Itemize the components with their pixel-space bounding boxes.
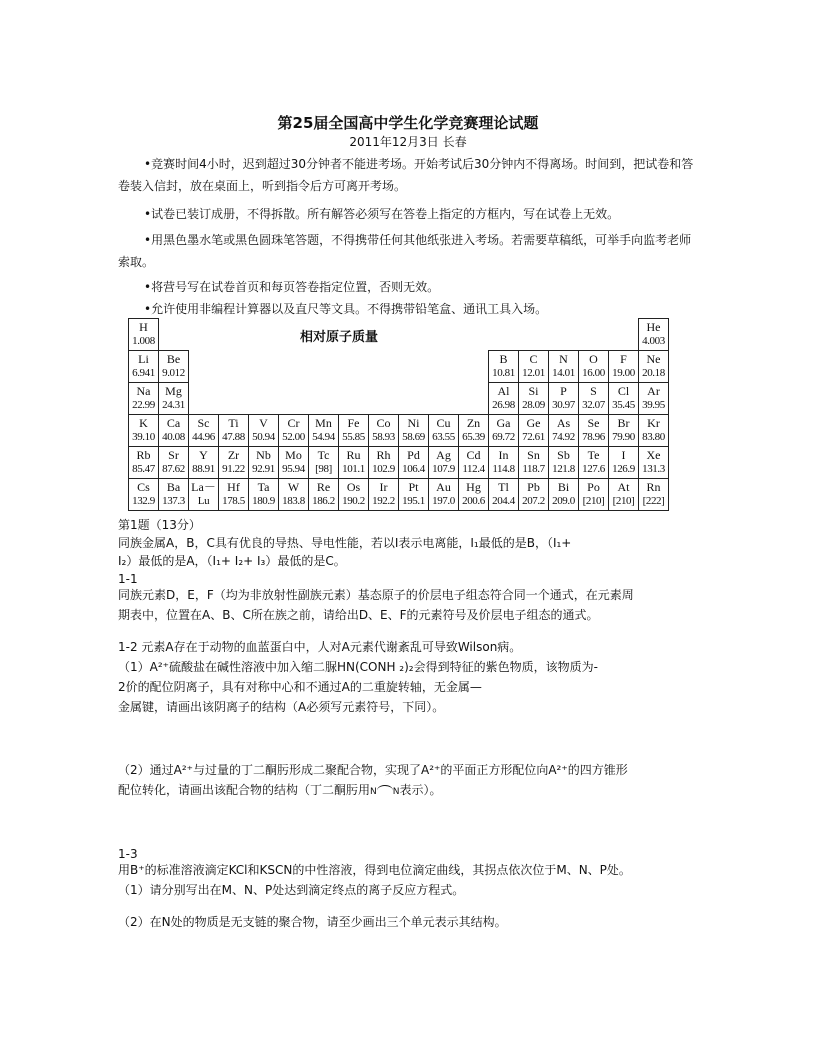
element-mass: 126.9 — [612, 463, 635, 475]
element-cell — [369, 447, 399, 479]
element-cell — [249, 447, 279, 479]
question-1-3-part-2: （2）在N处的物质是无支链的聚合物，请至少画出三个单元表示其结构。 — [118, 915, 507, 929]
element-cell — [339, 479, 369, 511]
element-mass: 200.6 — [462, 495, 485, 507]
element-mass: 50.94 — [252, 431, 275, 443]
element-symbol: Zr — [227, 448, 240, 462]
element-cell — [189, 447, 219, 479]
question-1-1-label: 1-1 — [118, 572, 138, 586]
element-mass: 112.4 — [462, 463, 485, 475]
element-mass: [210] — [582, 495, 605, 507]
element-cell — [489, 415, 519, 447]
element-mass: 58.93 — [372, 431, 395, 443]
element-mass: [210] — [612, 495, 635, 507]
empty-cell — [219, 383, 249, 415]
rule-1: •竞赛时间4小时，迟到超过30分钟者不能进考场。开始考试后30分钟内不得离场。时间到，把试卷和答卷装入信封，放在桌面上，听到指令后方可离开考场。 — [118, 157, 694, 193]
empty-cell — [279, 383, 309, 415]
element-symbol: Ti — [228, 416, 239, 430]
element-symbol: Te — [587, 448, 600, 462]
empty-cell — [549, 319, 579, 351]
element-mass: 40.08 — [162, 431, 185, 443]
question-1-2-part-2-line-2: 配位转化，请画出该配合物的结构（丁二酮肟用N N表示）。 — [118, 783, 442, 797]
element-symbol: Sn — [527, 448, 540, 462]
element-cell — [549, 479, 579, 511]
element-cell — [609, 447, 639, 479]
question-1-intro-line-2: I₂）最低的是A，（I₁+ I₂+ I₃）最低的是C。 — [118, 554, 346, 568]
element-mass: 55.85 — [342, 431, 365, 443]
element-mass: 137.3 — [162, 495, 185, 507]
empty-cell — [249, 319, 279, 351]
element-symbol: Na — [136, 384, 151, 398]
element-mass: 183.8 — [282, 495, 305, 507]
element-cell — [369, 415, 399, 447]
element-cell — [189, 479, 219, 511]
element-mass: 39.10 — [132, 431, 155, 443]
periodic-table-row — [129, 351, 669, 383]
element-symbol: Tc — [317, 448, 330, 462]
element-mass: 209.0 — [552, 495, 575, 507]
element-symbol: B — [499, 352, 508, 366]
element-cell — [339, 415, 369, 447]
element-mass: 69.72 — [492, 431, 515, 443]
element-cell — [549, 415, 579, 447]
element-symbol: C — [529, 352, 538, 366]
element-mass: 85.47 — [132, 463, 155, 475]
element-symbol: Mn — [315, 416, 332, 430]
element-symbol: Ca — [166, 416, 181, 430]
element-cell — [399, 415, 429, 447]
element-mass: 132.9 — [132, 495, 155, 507]
element-mass: 207.2 — [522, 495, 545, 507]
element-mass: 197.0 — [432, 495, 455, 507]
element-mass: 72.61 — [522, 431, 545, 443]
element-mass: 6.941 — [132, 367, 155, 379]
empty-cell — [339, 383, 369, 415]
empty-cell — [579, 319, 609, 351]
empty-cell — [429, 383, 459, 415]
element-mass: 178.5 — [222, 495, 245, 507]
element-symbol: Ni — [407, 416, 420, 430]
element-mass: 190.2 — [342, 495, 365, 507]
element-cell — [159, 479, 189, 511]
element-cell — [279, 479, 309, 511]
element-cell — [579, 383, 609, 415]
element-cell — [399, 447, 429, 479]
element-mass: 4.003 — [642, 335, 665, 347]
element-mass: 58.69 — [402, 431, 425, 443]
element-symbol: Xe — [646, 448, 661, 462]
element-symbol: As — [556, 416, 571, 430]
empty-cell — [309, 351, 339, 383]
element-cell — [309, 447, 339, 479]
element-mass: 204.4 — [492, 495, 515, 507]
element-mass: 12.01 — [522, 367, 545, 379]
element-symbol: Re — [316, 480, 331, 494]
element-cell — [429, 415, 459, 447]
element-cell — [129, 319, 159, 351]
element-symbol: N — [559, 352, 568, 366]
element-mass: 39.95 — [642, 399, 665, 411]
element-mass: 95.94 — [282, 463, 305, 475]
element-symbol: Hg — [466, 480, 481, 494]
element-mass: 74.92 — [552, 431, 575, 443]
empty-cell — [609, 319, 639, 351]
element-symbol: Fe — [347, 416, 360, 430]
question-1-2-part-1-line-3: 金属键，请画出该阴离子的结构（A必须写元素符号，下同）。 — [118, 700, 445, 714]
element-symbol: Ir — [379, 480, 388, 494]
element-symbol: Si — [528, 384, 539, 398]
element-symbol: W — [287, 480, 300, 494]
empty-cell — [459, 351, 489, 383]
element-symbol: Ba — [166, 480, 181, 494]
empty-cell — [219, 351, 249, 383]
periodic-table — [128, 318, 669, 511]
element-cell — [549, 351, 579, 383]
empty-cell — [249, 383, 279, 415]
element-cell — [249, 479, 279, 511]
question-1-2-part-1-line-1: （1）A²⁺硫酸盐在碱性溶液中加入缩二脲HN(CONH ₂)₂会得到特征的紫色物质，该物质为- — [118, 660, 598, 674]
periodic-table-row — [129, 479, 669, 511]
question-1-1-line-1: 同族元素D，E，F（均为非放射性副族元素）基态原子的价层电子组态符合同一个通式，在元素周 — [118, 588, 634, 602]
element-symbol: H — [139, 320, 148, 334]
element-symbol: P — [560, 384, 567, 398]
element-mass: 32.07 — [582, 399, 605, 411]
empty-cell — [309, 383, 339, 415]
question-1-3-part-1: （1）请分别写出在M、N、P处达到滴定终点的离子反应方程式。 — [118, 883, 465, 897]
element-symbol: La－ — [191, 480, 216, 494]
element-mass: 107.9 — [432, 463, 455, 475]
element-cell — [279, 447, 309, 479]
element-symbol: Pd — [407, 448, 420, 462]
element-symbol: Po — [587, 480, 600, 494]
element-cell — [129, 351, 159, 383]
element-symbol: Cl — [617, 384, 630, 398]
element-cell — [519, 415, 549, 447]
element-symbol: K — [139, 416, 148, 430]
element-symbol: V — [259, 416, 268, 430]
element-cell — [309, 479, 339, 511]
empty-cell — [519, 319, 549, 351]
element-mass: 28.09 — [522, 399, 545, 411]
empty-cell — [159, 319, 189, 351]
element-symbol: Pb — [527, 480, 540, 494]
element-symbol: Bi — [557, 480, 570, 494]
element-symbol: Ta — [257, 480, 270, 494]
element-symbol: Mo — [285, 448, 302, 462]
empty-cell — [459, 383, 489, 415]
element-symbol: Rn — [646, 480, 661, 494]
element-cell — [489, 479, 519, 511]
empty-cell — [189, 319, 219, 351]
element-cell — [129, 415, 159, 447]
element-cell — [639, 447, 669, 479]
element-cell — [579, 447, 609, 479]
rule-4: •将营号写在试卷首页和每页答卷指定位置，否则无效。 — [144, 280, 440, 294]
element-mass: 20.18 — [642, 367, 665, 379]
element-symbol: Nb — [256, 448, 271, 462]
element-symbol: Co — [376, 416, 391, 430]
element-symbol: Mg — [165, 384, 182, 398]
element-cell — [549, 447, 579, 479]
element-mass: 92.91 — [252, 463, 275, 475]
element-mass: 35.45 — [612, 399, 635, 411]
element-cell — [129, 383, 159, 415]
empty-cell — [189, 383, 219, 415]
element-mass: 65.39 — [462, 431, 485, 443]
periodic-table-row — [129, 383, 669, 415]
element-mass: 83.80 — [642, 431, 665, 443]
element-symbol: S — [590, 384, 597, 398]
element-mass: 118.7 — [522, 463, 545, 475]
empty-cell — [399, 383, 429, 415]
question-1-2-part-1-line-2: 2价的配位阴离子，具有对称中心和不通过A的二重旋转轴，无金属— — [118, 680, 482, 694]
element-cell — [579, 479, 609, 511]
empty-cell — [369, 383, 399, 415]
empty-cell — [489, 319, 519, 351]
element-cell — [609, 415, 639, 447]
element-mass: 54.94 — [312, 431, 335, 443]
element-symbol: Kr — [647, 416, 660, 430]
empty-cell — [429, 351, 459, 383]
element-cell — [519, 351, 549, 383]
element-cell — [639, 351, 669, 383]
question-1-2-part-2-line-1: （2）通过A²⁺与过量的丁二酮肟形成二聚配合物，实现了A²⁺的平面正方形配位向A²⁺的四方锥形 — [118, 763, 628, 777]
periodic-table-row — [129, 415, 669, 447]
element-symbol: Li — [138, 352, 149, 366]
element-symbol: Sr — [168, 448, 179, 462]
empty-cell — [369, 351, 399, 383]
element-mass: 19.00 — [612, 367, 635, 379]
element-cell — [459, 447, 489, 479]
element-mass: 24.31 — [162, 399, 185, 411]
element-cell — [429, 447, 459, 479]
exam-date: 2011年12月3日 长春 — [349, 135, 467, 149]
element-cell — [549, 383, 579, 415]
element-symbol: Ne — [646, 352, 661, 366]
element-mass: 87.62 — [162, 463, 185, 475]
element-mass: Lu — [197, 495, 210, 507]
periodic-table-title: 相对原子质量 — [300, 330, 379, 345]
element-cell — [519, 447, 549, 479]
empty-cell — [459, 319, 489, 351]
element-symbol: O — [589, 352, 598, 366]
element-mass: 78.96 — [582, 431, 605, 443]
element-mass: 30.97 — [552, 399, 575, 411]
element-symbol: F — [620, 352, 627, 366]
element-mass: 114.8 — [492, 463, 515, 475]
element-cell — [579, 415, 609, 447]
element-cell — [159, 351, 189, 383]
element-cell — [369, 479, 399, 511]
element-symbol: Ga — [496, 416, 511, 430]
element-cell — [639, 415, 669, 447]
element-mass: 180.9 — [252, 495, 275, 507]
question-1-intro-line-1: 同族金属A，B，C具有优良的导热、导电性能，若以I表示电离能，I₁最低的是B，（I₁+ — [118, 536, 572, 550]
element-cell — [309, 415, 339, 447]
rule-3: •用黑色墨水笔或黑色圆珠笔答题，不得携带任何其他纸张进入考场。若需要草稿纸，可举手向监考老师索取。 — [118, 233, 692, 269]
element-symbol: Rb — [136, 448, 151, 462]
empty-cell — [279, 351, 309, 383]
element-cell — [339, 447, 369, 479]
element-symbol: In — [498, 448, 509, 462]
element-cell — [279, 415, 309, 447]
element-symbol: Y — [199, 448, 208, 462]
periodic-table-row — [129, 319, 669, 351]
element-mass: [222] — [642, 495, 665, 507]
element-cell — [639, 383, 669, 415]
element-mass: 121.8 — [552, 463, 575, 475]
element-mass: 14.01 — [552, 367, 575, 379]
element-symbol: Se — [587, 416, 600, 430]
element-mass: 44.96 — [192, 431, 215, 443]
element-cell — [489, 447, 519, 479]
element-symbol: Pt — [408, 480, 419, 494]
element-symbol: Ru — [346, 448, 361, 462]
empty-cell — [189, 351, 219, 383]
element-mass: 186.2 — [312, 495, 335, 507]
element-cell — [219, 479, 249, 511]
element-cell — [429, 479, 459, 511]
element-cell — [159, 383, 189, 415]
element-mass: [98] — [315, 463, 332, 475]
element-symbol: Cd — [466, 448, 481, 462]
element-mass: 131.3 — [642, 463, 665, 475]
element-symbol: Hf — [227, 480, 240, 494]
element-cell — [609, 351, 639, 383]
element-cell — [249, 415, 279, 447]
question-1-1-line-2: 期表中，位置在A、B、C所在族之前，请给出D、E、F的元素符号及价层电子组态的通式。 — [118, 608, 599, 622]
element-mass: 88.91 — [192, 463, 215, 475]
empty-cell — [399, 319, 429, 351]
element-symbol: Br — [617, 416, 630, 430]
element-mass: 101.1 — [342, 463, 365, 475]
element-symbol: I — [621, 448, 626, 462]
element-symbol: Sc — [197, 416, 210, 430]
periodic-table-row — [129, 447, 669, 479]
element-mass: 192.2 — [372, 495, 395, 507]
empty-cell — [219, 319, 249, 351]
element-cell — [579, 351, 609, 383]
element-cell — [159, 415, 189, 447]
element-mass: 106.4 — [402, 463, 425, 475]
element-cell — [489, 351, 519, 383]
element-symbol: Sb — [557, 448, 570, 462]
element-cell — [489, 383, 519, 415]
element-cell — [609, 383, 639, 415]
element-mass: 63.55 — [432, 431, 455, 443]
empty-cell — [249, 351, 279, 383]
element-mass: 91.22 — [222, 463, 245, 475]
page-title: 第25届全国高中学生化学竞赛理论试题 — [277, 114, 539, 132]
element-cell — [189, 415, 219, 447]
element-mass: 102.9 — [372, 463, 395, 475]
element-cell — [639, 319, 669, 351]
element-cell — [129, 479, 159, 511]
element-cell — [129, 447, 159, 479]
question-1-2-intro: 1-2 元素A存在于动物的血蓝蛋白中，人对A元素代谢紊乱可导致Wilson病。 — [118, 640, 522, 654]
element-symbol: Al — [497, 384, 510, 398]
empty-cell — [399, 351, 429, 383]
question-1-heading: 第1题（13分） — [118, 518, 201, 532]
element-mass: 10.81 — [492, 367, 515, 379]
empty-cell — [339, 351, 369, 383]
element-symbol: Ar — [647, 384, 660, 398]
element-cell — [519, 479, 549, 511]
empty-cell — [429, 319, 459, 351]
element-mass: 195.1 — [402, 495, 425, 507]
element-symbol: Au — [436, 480, 451, 494]
element-cell — [519, 383, 549, 415]
element-cell — [639, 479, 669, 511]
element-symbol: At — [617, 480, 630, 494]
question-1-3-intro: 用B⁺的标准溶液滴定KCl和KSCN的中性溶液，得到电位滴定曲线，其拐点依次位于M、N、P处。 — [118, 863, 631, 877]
element-mass: 9.012 — [162, 367, 185, 379]
element-mass: 52.00 — [282, 431, 305, 443]
element-symbol: Rh — [376, 448, 391, 462]
element-cell — [219, 447, 249, 479]
element-symbol: Cs — [137, 480, 150, 494]
element-mass: 127.6 — [582, 463, 605, 475]
element-symbol: Ag — [436, 448, 451, 462]
element-cell — [459, 415, 489, 447]
element-cell — [459, 479, 489, 511]
element-symbol: Cu — [436, 416, 451, 430]
element-mass: 1.008 — [132, 335, 155, 347]
element-cell — [159, 447, 189, 479]
element-symbol: Cr — [287, 416, 300, 430]
element-cell — [219, 415, 249, 447]
ligand-arc-icon — [377, 785, 393, 796]
element-mass: 26.98 — [492, 399, 515, 411]
element-symbol: Os — [346, 480, 361, 494]
element-symbol: Zn — [466, 416, 481, 430]
question-1-3-label: 1-3 — [118, 847, 138, 861]
element-mass: 22.99 — [132, 399, 155, 411]
element-cell — [609, 479, 639, 511]
element-mass: 47.88 — [222, 431, 245, 443]
element-mass: 79.90 — [612, 431, 635, 443]
rule-2: •试卷已装订成册，不得拆散。所有解答必须写在答卷上指定的方框内，写在试卷上无效。 — [144, 207, 620, 221]
element-symbol: Tl — [498, 480, 509, 494]
element-cell — [399, 479, 429, 511]
element-symbol: Be — [166, 352, 181, 366]
element-symbol: Ge — [526, 416, 541, 430]
rule-5: •允许使用非编程计算器以及直尺等文具。不得携带铅笔盒、通讯工具入场。 — [144, 302, 548, 316]
element-symbol: He — [646, 320, 661, 334]
element-mass: 16.00 — [582, 367, 605, 379]
